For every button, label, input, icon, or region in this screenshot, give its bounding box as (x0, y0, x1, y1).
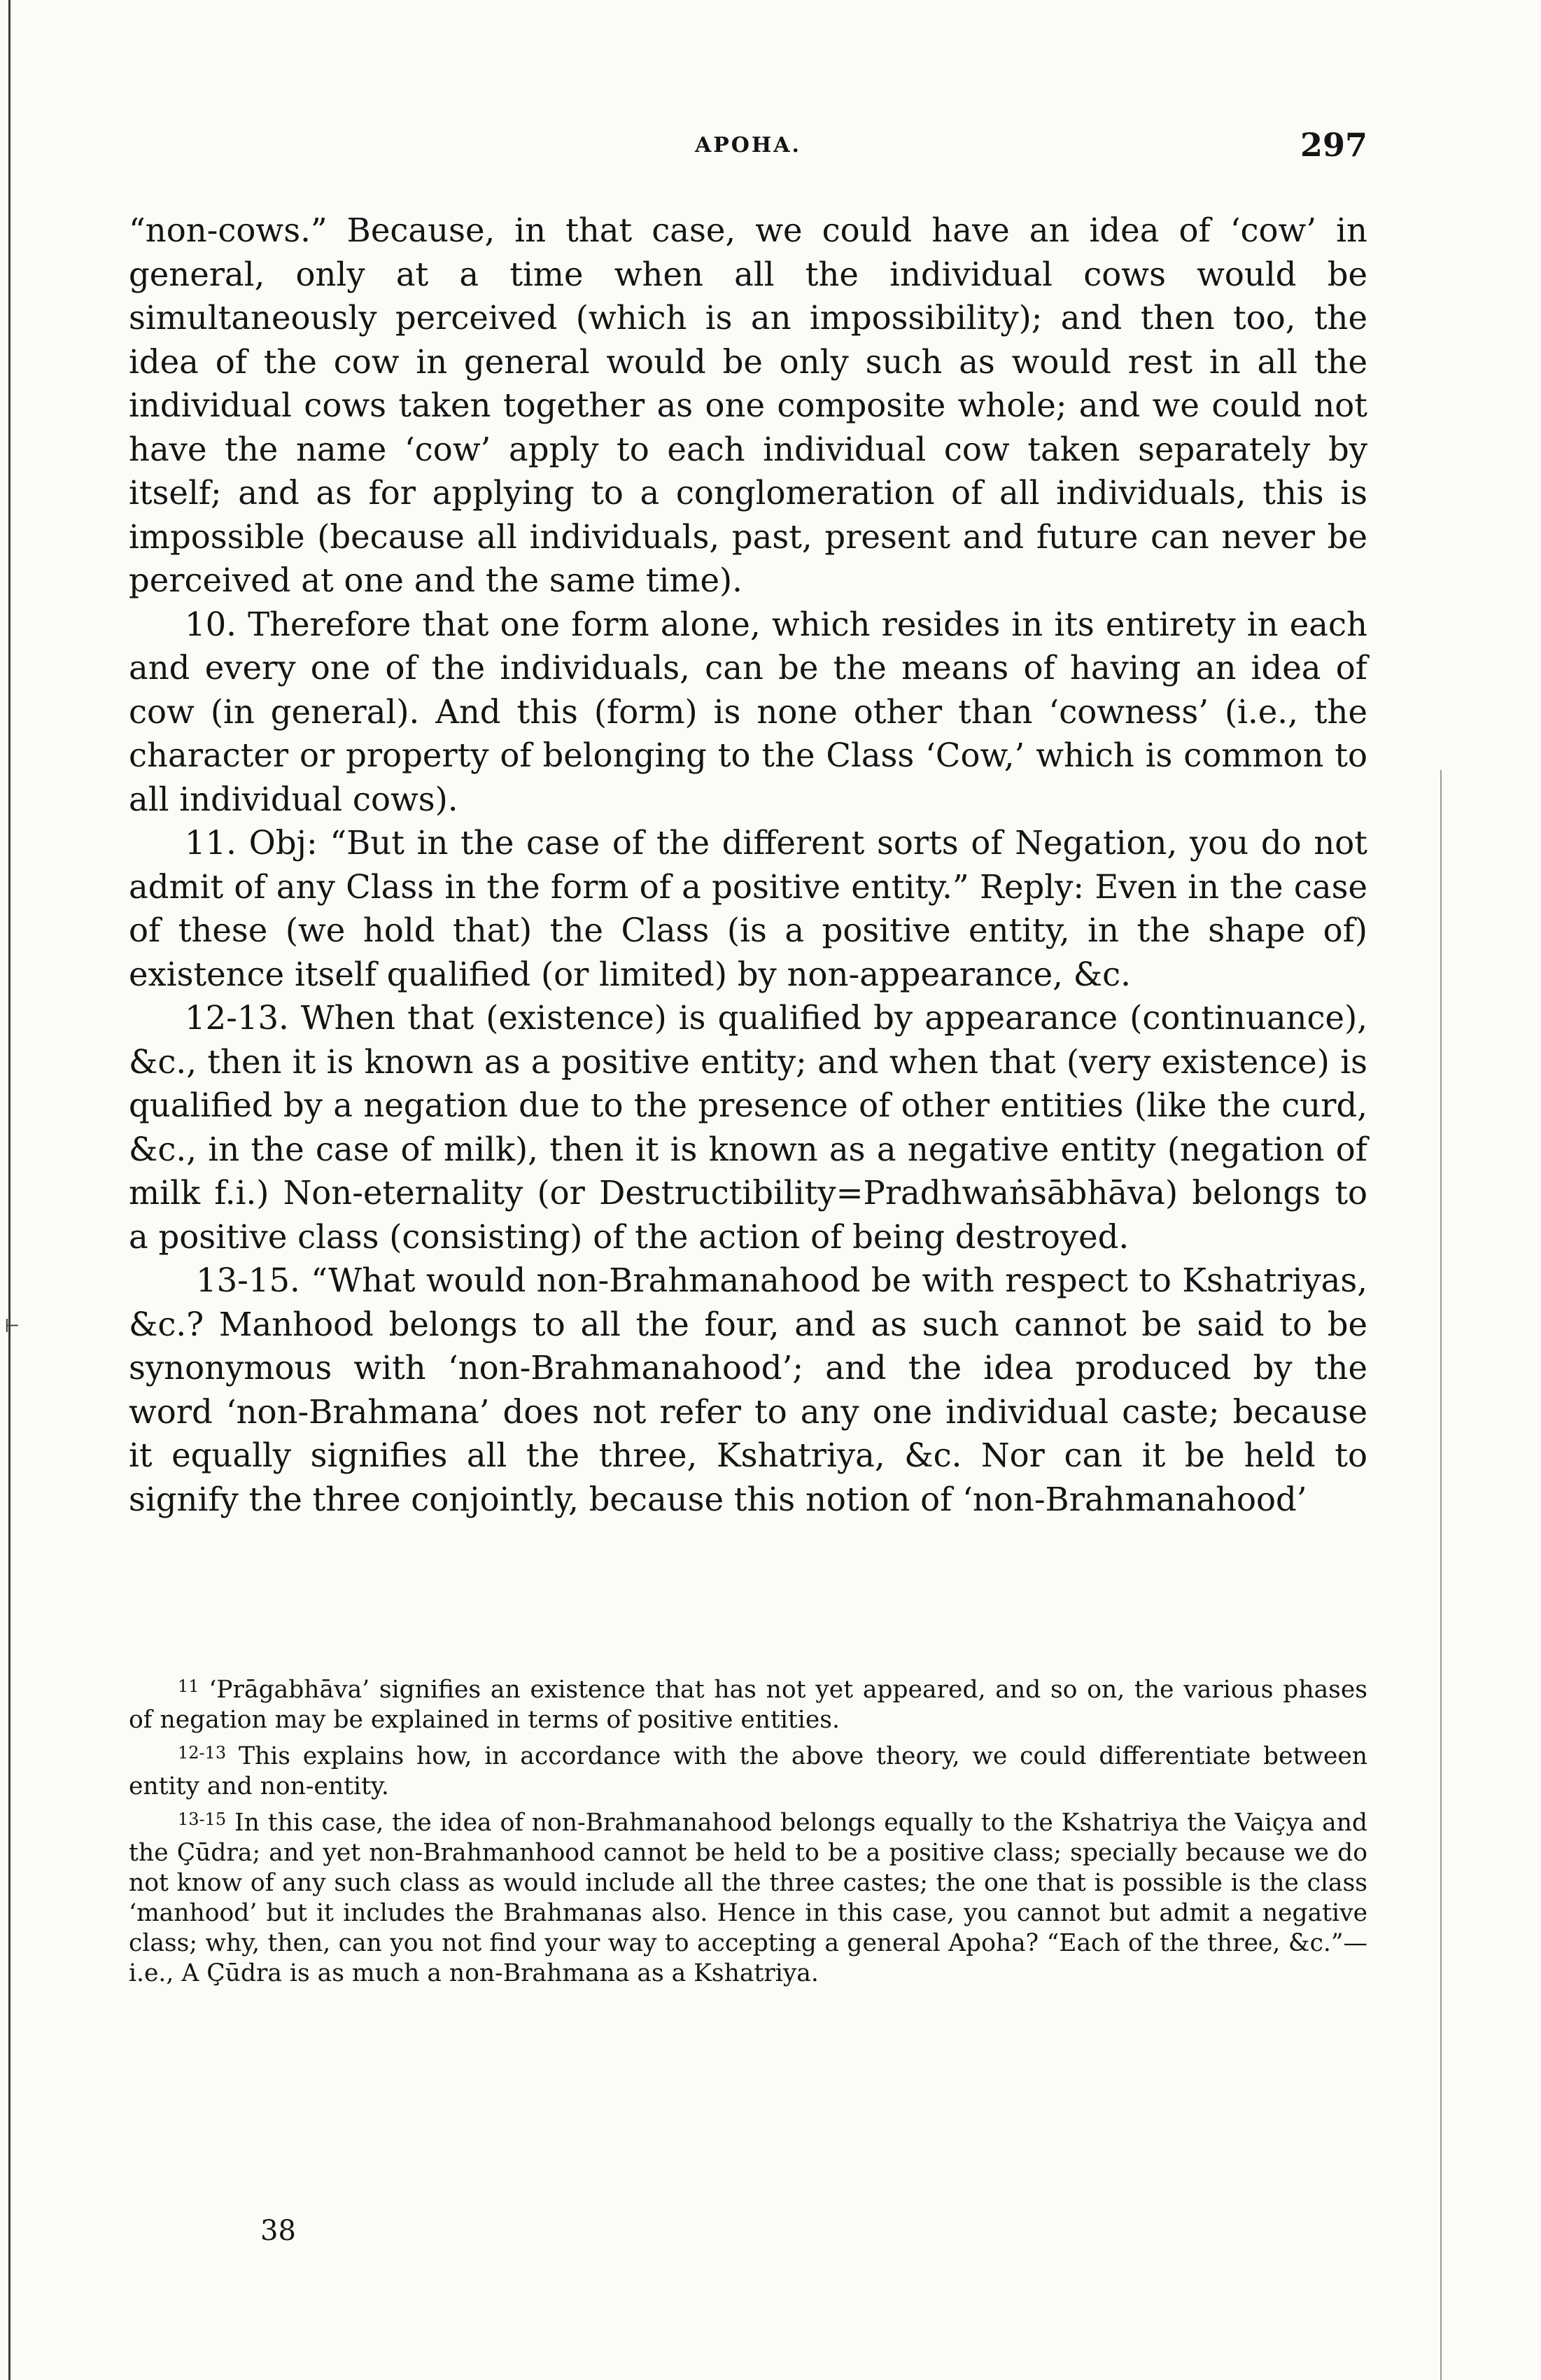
footnote-text: This explains how, in accordance with the above theory, we could differentiate between entity and non-entity. (129, 1742, 1367, 1800)
page-header (129, 126, 1367, 182)
page-number: 297 (1300, 126, 1367, 164)
running-title: APOHA. (694, 133, 802, 158)
main-text (129, 209, 1367, 1521)
footnote-mark: 12-13 (178, 1743, 227, 1763)
signature-mark: 38 (260, 2215, 296, 2247)
footnote (129, 1672, 1367, 1735)
footnote (129, 1805, 1367, 1989)
paragraph-verse-10: 10. Therefore that one form alone, which resides in its entirety in each and every one of the individuals, can be the means of having an idea of cow (in general). And this (form) is none other than ‘cowness’ (i.e., the character or property of belonging to the Class ‘Cow,’ which is common to all individual cows). (129, 605, 1367, 818)
footnote (129, 1738, 1367, 1802)
left-margin-rule (8, 0, 10, 2380)
paragraph-verse-12-13: 12-13. When that (existence) is qualified by appearance (continuance), &c., then it is known as a positive entity; and when that (very existence) is qualified by a negation due to the presence of other entities (like the curd, &c., in the case of milk), then it is known as a negative entity (negation of milk f.i.) Non-eternality (or Destructibility=Pradhwaṅsābhāva) belongs to a positive class (consisting) of the action of being destroyed. (129, 999, 1367, 1256)
paragraph-verse-13-15: 13-15. “What would non-Brahmanahood be with respect to Kshatriyas, &c.? Manhood belongs to all the four, and as such cannot be said to be synonymous with ‘non-Brahmanahood’; and the idea produced by the word ‘non-Brahmana’ does not refer to any one individual caste; because it equally signifies all the three, Kshatriya, &c. Nor can it be held to signify the three conjointly, because this notion of ‘non-Brahmanahood’ (129, 1261, 1367, 1518)
footnote-mark: 13-15 (178, 1809, 227, 1829)
footnotes (129, 1672, 1367, 1989)
footnote-text: ‘Prāgabhāva’ signifies an existence that has not yet appeared, and so on, the various phases of negation may be explained in terms of positive entities. (129, 1676, 1367, 1734)
right-margin-rule (1440, 770, 1442, 2380)
footnote-text: In this case, the idea of non-Brahmanahood belongs equally to the Kshatriya the Vaiçya and the Çūdra; and yet non-Brahmanhood cannot be held to be a positive class; specially because we do not know of any such class as would include all the three castes; the one that is possible is the class ‘manhood’ but it includes the Brahmanas also. Hence in this case, you cannot but admit a negative class; why, then, can you not find your way to accepting a general Apoha? “Each of the three, &c.”—i.e., A Çūdra is as much a non-Brahmana as a Kshatriya. (129, 1809, 1367, 1987)
binding-mark: ⊢ (4, 1316, 20, 1337)
footnote-mark: 11 (178, 1676, 199, 1696)
paragraph-verse-11: 11. Obj: “But in the case of the different sorts of Negation, you do not admit of any Class in the form of a positive entity.” Reply: Even in the case of these (we hold that) the Class (is a positive entity, in the shape of) existence itself qualified (or limited) by non-appearance, &c. (129, 824, 1367, 993)
paragraph-continuation: “non-cows.” Because, in that case, we could have an idea of ‘cow’ in general, only at a time when all the individual cows would be simultaneously perceived (which is an impossibility); and then too, the idea of the cow in general would be only such as would rest in all the individual cows taken together as one composite whole; and we could not have the name ‘cow’ apply to each individual cow taken separately by itself; and as for applying to a conglomeration of all individuals, this is impossible (because all individuals, past, present and future can never be perceived at one and the same time). (129, 211, 1367, 599)
